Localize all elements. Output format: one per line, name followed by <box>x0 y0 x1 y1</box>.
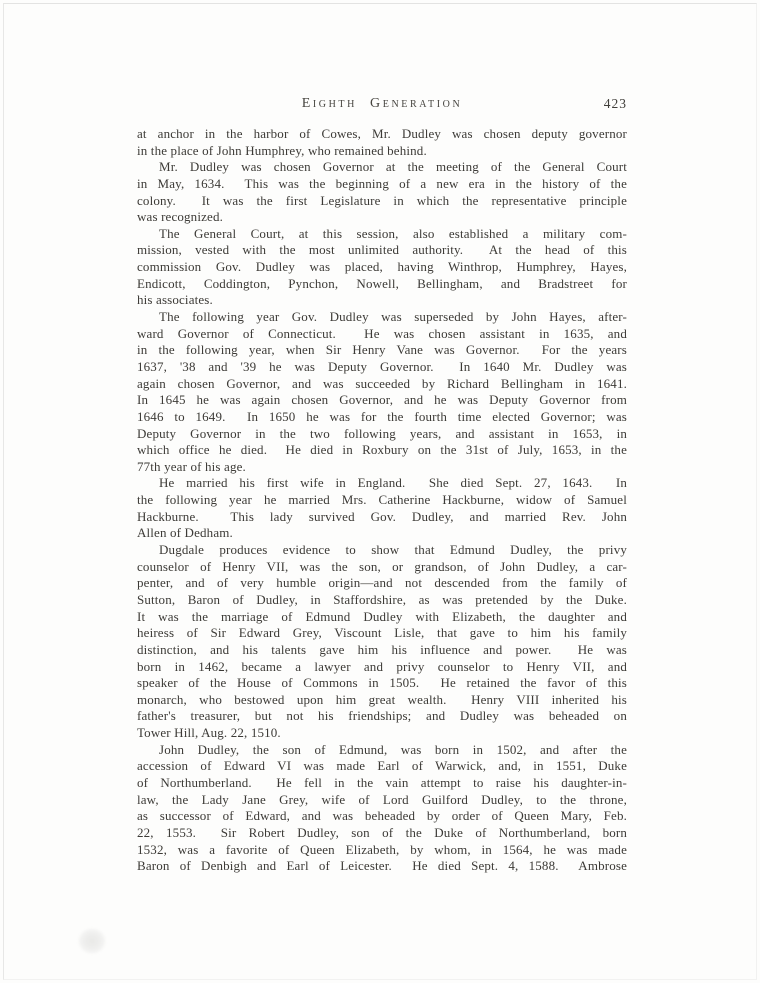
text-line: counselor of Henry VII, was the son, or grandson, of John Dudley, a car- <box>137 558 627 574</box>
running-header <box>137 96 627 116</box>
text-line: in the following year, when Sir Henry Vane was Governor. For the years <box>137 342 627 358</box>
text-line: Tower Hill, Aug. 22, 1510. <box>137 725 281 741</box>
text-line: 1637, '38 and '39 he was Deputy Governor. In 1640 Mr. Dudley was <box>137 358 627 374</box>
text-line: Mr. Dudley was chosen Governor at the meeting of the General Court <box>159 159 627 175</box>
scan-smudge <box>78 928 106 954</box>
paragraph <box>137 159 627 226</box>
text-line: distinction, and his talents gave him his influence and power. He was <box>137 641 627 657</box>
text-line: accession of Edward VI was made Earl of Warwick, and, in 1551, Duke <box>137 758 627 774</box>
text-line: Endicott, Coddington, Pynchon, Nowell, Bellingham, and Bradstreet for <box>137 275 627 291</box>
text-line: 1532, was a favorite of Queen Elizabeth, by whom, in 1564, he was made <box>137 841 627 857</box>
text-line: Deputy Governor in the two following years, and assistant in 1653, in <box>137 425 627 441</box>
text-line: his associates. <box>137 292 213 308</box>
text-line: Allen of Dedham. <box>137 525 233 541</box>
text-line: in the place of John Humphrey, who remained behind. <box>137 142 427 158</box>
text-line: mission, vested with the most unlimited authority. At the head of this <box>137 242 627 258</box>
text-line: at anchor in the harbor of Cowes, Mr. Dudley was chosen deputy governor <box>137 126 627 141</box>
text-line: the following year he married Mrs. Catherine Hackburne, widow of Samuel <box>137 492 627 508</box>
paragraph <box>137 126 627 159</box>
text-line: 1646 to 1649. In 1650 he was for the fourth time elected Governor; was <box>137 408 627 424</box>
text-line: Baron of Denbigh and Earl of Leicester. He died Sept. 4, 1588. Ambrose <box>137 858 627 874</box>
text-line: again chosen Governor, and was succeeded by Richard Bellingham in 1641. <box>137 375 627 391</box>
paragraph <box>137 542 627 742</box>
text-line: monarch, who bestowed upon him great wealth. Henry VIII inherited his <box>137 691 627 707</box>
text-line: The General Court, at this session, also established a military com- <box>159 225 627 241</box>
text-line: 77th year of his age. <box>137 458 246 474</box>
text-line: penter, and of very humble origin—and not descended from the family of <box>137 575 627 591</box>
paragraph <box>137 475 627 542</box>
page-number: 423 <box>603 96 627 111</box>
text-line: of Northumberland. He fell in the vain attempt to raise his daughter-in- <box>137 774 627 790</box>
text-line: law, the Lady Jane Grey, wife of Lord Guilford Dudley, to the throne, <box>137 791 627 807</box>
text-line: was recognized. <box>137 209 223 225</box>
text-line: 22, 1553. Sir Robert Dudley, son of the Duke of Northumberland, born <box>137 824 627 840</box>
page-title: Eighth Generation <box>301 96 463 111</box>
paragraph <box>137 742 627 875</box>
text-line: which office he died. He died in Roxbury on the 31st of July, 1653, in the <box>137 442 627 458</box>
text-line: The following year Gov. Dudley was superseded by John Hayes, after- <box>159 309 627 325</box>
text-line: father's treasurer, but not his friendships; and Dudley was beheaded on <box>137 708 627 724</box>
text-line: John Dudley, the son of Edmund, was born in 1502, and after the <box>159 741 627 757</box>
text-line: born in 1462, became a lawyer and privy counselor to Henry VII, and <box>137 658 627 674</box>
text-line: heiress of Sir Edward Grey, Viscount Lisle, that gave to him his family <box>137 625 627 641</box>
text-line: colony. It was the first Legislature in which the representative principle <box>137 192 627 208</box>
text-line: speaker of the House of Commons in 1505. He retained the favor of this <box>137 675 627 691</box>
text-line: He married his first wife in England. She died Sept. 27, 1643. In <box>159 475 627 491</box>
text-line: Hackburne. This lady survived Gov. Dudley, and married Rev. John <box>137 508 627 524</box>
text-line: ward Governor of Connecticut. He was chosen assistant in 1635, and <box>137 325 627 341</box>
text-line: commission Gov. Dudley was placed, having Winthrop, Humphrey, Hayes, <box>137 259 627 275</box>
text-line: In 1645 he was again chosen Governor, and he was Deputy Governor from <box>137 392 627 408</box>
paragraph <box>137 226 627 309</box>
text-line: as successor of Edward, and was beheaded by order of Queen Mary, Feb. <box>137 808 627 824</box>
body-text <box>137 126 627 875</box>
text-line: It was the marriage of Edmund Dudley with Elizabeth, the daughter and <box>137 608 627 624</box>
text-line: Sutton, Baron of Dudley, in Staffordshire, as was pretended by the Duke. <box>137 591 627 607</box>
text-line: in May, 1634. This was the beginning of a new era in the history of the <box>137 175 627 191</box>
text-line: Dugdale produces evidence to show that Edmund Dudley, the privy <box>159 542 627 558</box>
paragraph <box>137 309 627 475</box>
